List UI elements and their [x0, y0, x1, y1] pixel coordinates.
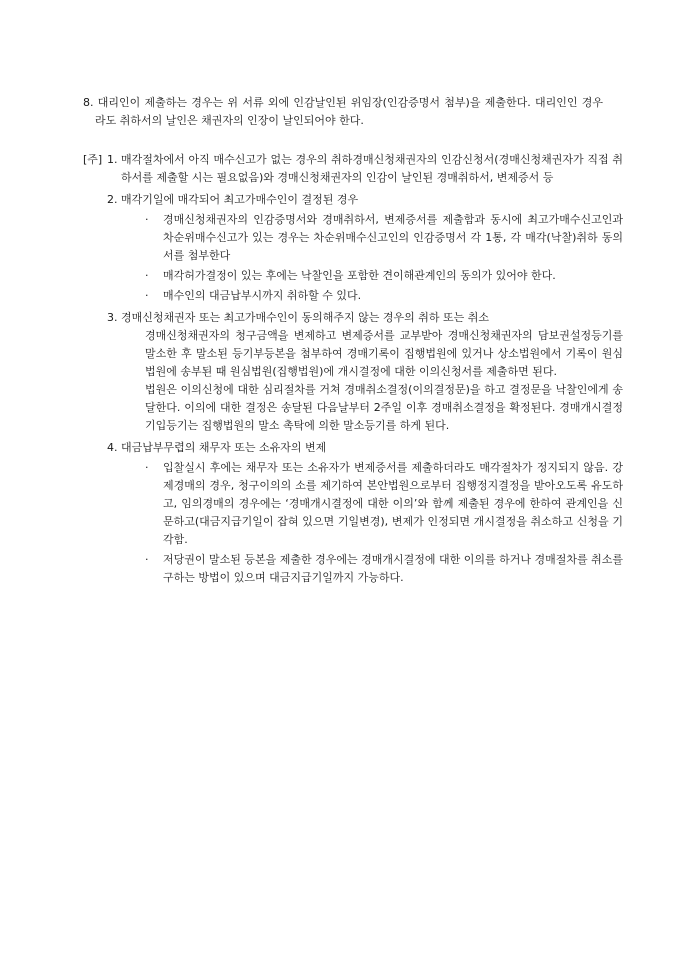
note-1-text: 매각절차에서 아직 매수신고가 없는 경우의 취하경매신청채권자의 인감신청서(경매신청채권자가 직접 취하서를 제출할 시는 필요없음)와 경매신청채권자의 인감이 날인된 경매취하서, 변제증서 등 — [121, 153, 623, 184]
item-8 — [83, 94, 603, 130]
note-4-title: 대금납부무렵의 채무자 또는 소유자의 변제 — [121, 441, 327, 454]
note-4 — [107, 439, 623, 587]
note-2 — [107, 191, 623, 305]
note-3-paragraph-2: 법원은 이의신청에 대한 심리절차를 거쳐 경매취소결정(이의결정문)을 하고 결정문을 낙찰인에게 송달한다. 이의에 대한 결정은 송달된 다음날부터 2주일 이후 경매취소결정을 확정된다. 경매개시결정 기입등기는 집행법원의 말소 촉탁에 의한 말소등기를 하게 된다. — [145, 383, 623, 432]
note-2-number: 2. — [107, 193, 118, 206]
bullet-text: 매각허가결정이 있는 후에는 낙찰인을 포함한 견이해관계인의 동의가 있어야 한다. — [163, 269, 556, 282]
note-3-title: 경매신청채권자 또는 최고가매수인이 동의해주지 않는 경우의 취하 또는 취소 — [121, 311, 490, 324]
note-2-bullets — [145, 211, 623, 305]
list-item — [145, 287, 623, 305]
list-item — [145, 211, 623, 265]
note-3 — [107, 309, 623, 435]
bullet-icon: · — [145, 289, 149, 302]
bullet-text: 저당권이 말소된 등본을 제출한 경우에는 경매개시결정에 대한 이의를 하거나 경매절차를 취소를 구하는 방법이 있으며 대금지급기일까지 가능하다. — [163, 553, 624, 584]
bullet-icon: · — [145, 269, 149, 282]
notes-section — [83, 151, 623, 587]
bullet-icon: · — [145, 213, 149, 226]
bullet-text: 매수인의 대금납부시까지 취하할 수 있다. — [163, 289, 362, 302]
bullet-text: 경매신청채권자의 인감증명서와 경매취하서, 변제증서를 제출함과 동시에 최고가매수신고인과 차순위매수신고가 있는 경우는 차순위매수신고인의 인감증명서 각 1통, 각 매각(낙찰)취하 동의서를 첨부한다 — [163, 213, 623, 262]
list-item — [145, 459, 623, 549]
note-4-bullets — [145, 459, 623, 587]
list-item — [145, 267, 623, 285]
note-3-paragraph-1: 경매신청채권자의 청구금액을 변제하고 변제증서를 교부받아 경매신청채권자의 담보권설정등기를 말소한 후 말소된 등기부등본을 첨부하여 경매기록이 집행법원에 있거나 상소법원에서 기록이 원심 법원에 송부된 때 원심법원(집행법원)에 개시결정에 대한 이의신청서를 제출하면 된다. — [145, 329, 623, 378]
notes-tag: [주] — [83, 153, 103, 166]
bullet-icon: · — [145, 461, 149, 474]
item-8-number: 8. — [83, 96, 94, 109]
item-8-text: 대리인이 제출하는 경우는 위 서류 외에 인감날인된 위임장(인감증명서 첨부)을 제출한다. 대리인인 경우라도 취하서의 날인은 채권자의 인장이 날인되어야 한다. — [95, 96, 603, 127]
note-4-number: 4. — [107, 441, 118, 454]
bullet-icon: · — [145, 553, 149, 566]
bullet-text: 입찰실시 후에는 채무자 또는 소유자가 변제증서를 제출하더라도 매각절차가 정지되지 않음. 강제경매의 경우, 청구이의의 소를 제기하여 본안법원으로부터 집행정지결정을 받아오도록 유도하고, 임의경매의 경우에는 ‘경매개시결정에 대한 이의’와 함께 제출된 경우에 한하여 관계인을 신문하고(대금지급기일이 잡혀 있으면 기일변경), 변제가 인정되면 개시결정을 취소하고 신청을 기각함. — [163, 461, 623, 546]
list-item — [145, 551, 623, 587]
note-1 — [83, 151, 623, 187]
note-1-number: 1. — [107, 153, 118, 166]
note-2-title: 매각기일에 매각되어 최고가매수인이 결정된 경우 — [121, 193, 359, 206]
note-3-number: 3. — [107, 311, 118, 324]
